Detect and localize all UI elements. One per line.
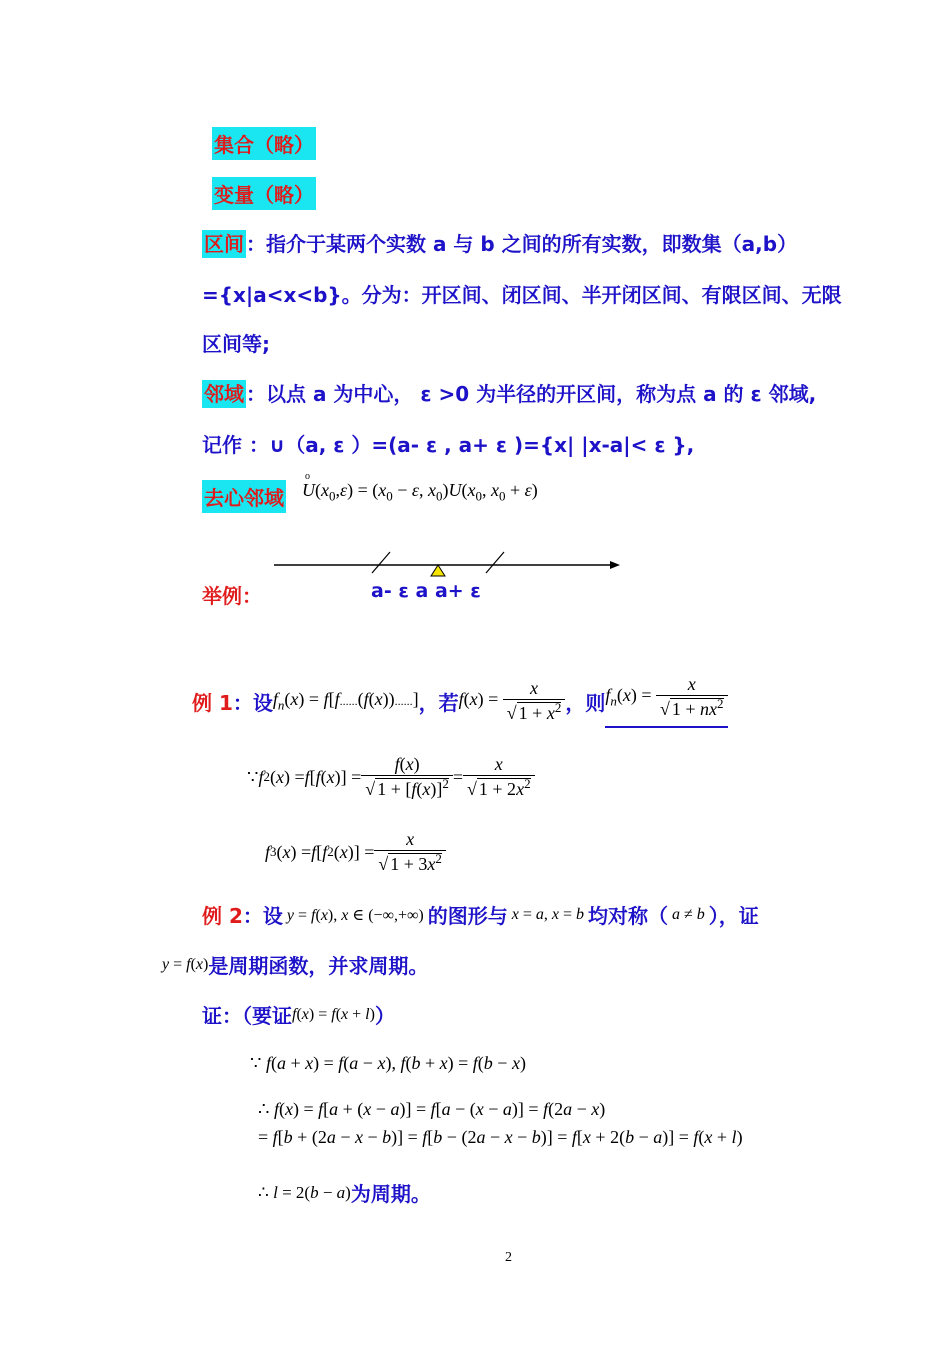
example-label: 举例： (202, 584, 262, 608)
example1-line (192, 676, 728, 726)
interval-title: 区间 (204, 232, 244, 256)
deleted-neighborhood-title: 去心邻域 (202, 480, 286, 513)
example2-line2 (162, 950, 428, 979)
proof-conclusion (258, 1178, 431, 1207)
example1-text-then: ，则 (565, 690, 606, 715)
left-tick-mark (372, 552, 390, 573)
example1-fn-def: $f_n(x) = f[f......(f(x))......]$ (272, 688, 419, 713)
proof-heading (202, 1000, 395, 1029)
page-number: 2 (505, 1250, 512, 1265)
example1-label: 例 1 (192, 690, 233, 715)
arrow-right-icon (610, 561, 620, 569)
example2-text4: ），证 (708, 904, 759, 928)
interval-text1: ：指介于某两个实数 a 与 b 之间的所有实数，即数集（a,b） (246, 232, 798, 256)
proof-step2: ∴ f(x) = f[a + (x − a)] = f[a − (x − a)] = f(2a − x) (258, 1099, 606, 1119)
example2-text5: 是周期函数，并求周期。 (208, 954, 429, 978)
example2-line1 (202, 900, 759, 929)
proof-goal: f(x) = f(x + l) (292, 1005, 375, 1023)
example1-f-def: f(x) = $\frac{x}{√ 1 + x^2}$ (459, 678, 566, 724)
example2-label: 例 2 (202, 904, 243, 928)
number-line-labels: a- ε a a+ ε (371, 580, 481, 602)
right-tick-mark (486, 552, 504, 573)
triangle-marker-icon (431, 565, 445, 576)
example2-text2: 的图形与 (427, 904, 508, 928)
example1-answer: $f_n(x)$ = $\frac{x}{√ 1 + nx^2}$ (605, 674, 727, 728)
example1-f2-formula: ∵ f 2 ( x ) = f [ f ( x )] = $\frac{f(x)}{√ 1 + [f(x)]^2}$ = $\frac{x}{√ 1 + 2x^2}$ (247, 752, 535, 802)
proof-start: 证：（要证 (202, 1004, 292, 1028)
example2-text3: 均对称（ (588, 904, 668, 928)
proof-conclusion-text: 为周期。 (350, 1182, 431, 1206)
neighborhood-text1: ：以点 a 为中心， ε >0 为半径的开区间，称为点 a 的 ε 邻域, (246, 382, 817, 406)
proof-period-formula: ∴ l = 2(b − a) (258, 1182, 351, 1202)
example2-function-domain: y = f(x), x ∈ (−∞,+∞) (286, 906, 428, 924)
deleted-neighborhood-formula: o $U(x_0,\varepsilon) = (x_0 - \varepsilon$, $x_0)U(x_0$, $x_0 + \varepsilon$) (302, 471, 538, 504)
variable-heading: 变量（略） (212, 177, 316, 210)
example2-function: y = f(x) (162, 955, 209, 973)
example1-text-set: ：设 (232, 690, 273, 715)
proof-end: ） (374, 1004, 395, 1028)
interval-text3: 区间等; (202, 332, 270, 356)
set-heading: 集合（略） (212, 127, 316, 160)
neighborhood-text2: 记作 ：∪（a, ε ）=(a- ε , a+ ε )={x| |x-a|< ε }, (202, 433, 695, 457)
example1-text-if: ，若 (418, 690, 459, 715)
example2-condition: a ≠ b (672, 905, 705, 923)
example2-text1: ：设 (242, 904, 283, 928)
proof-step3: = f[b + (2a − x − b)] = f[b − (2a − x − b)] = f[x + 2(b − a)] = f(x + l) (258, 1127, 743, 1147)
interval-text2: ={x|a<x<b}。分为：开区间、闭区间、半开闭区间、有限区间、无限 (202, 283, 842, 307)
proof-step1: ∵ f(a + x) = f(a − x), f(b + x) = f(b − x) (250, 1053, 526, 1073)
interval-paragraph-line1 (202, 228, 797, 257)
neighborhood-line1 (202, 378, 816, 407)
neighborhood-title: 邻域 (204, 382, 244, 406)
example2-symmetry-lines: x = a, x = b (511, 905, 584, 923)
example1-f3-formula: f 3 ( x ) = f [ f 2 ( x )] = $\frac{x}{√ 1 + 3x^2}$ (265, 827, 446, 877)
